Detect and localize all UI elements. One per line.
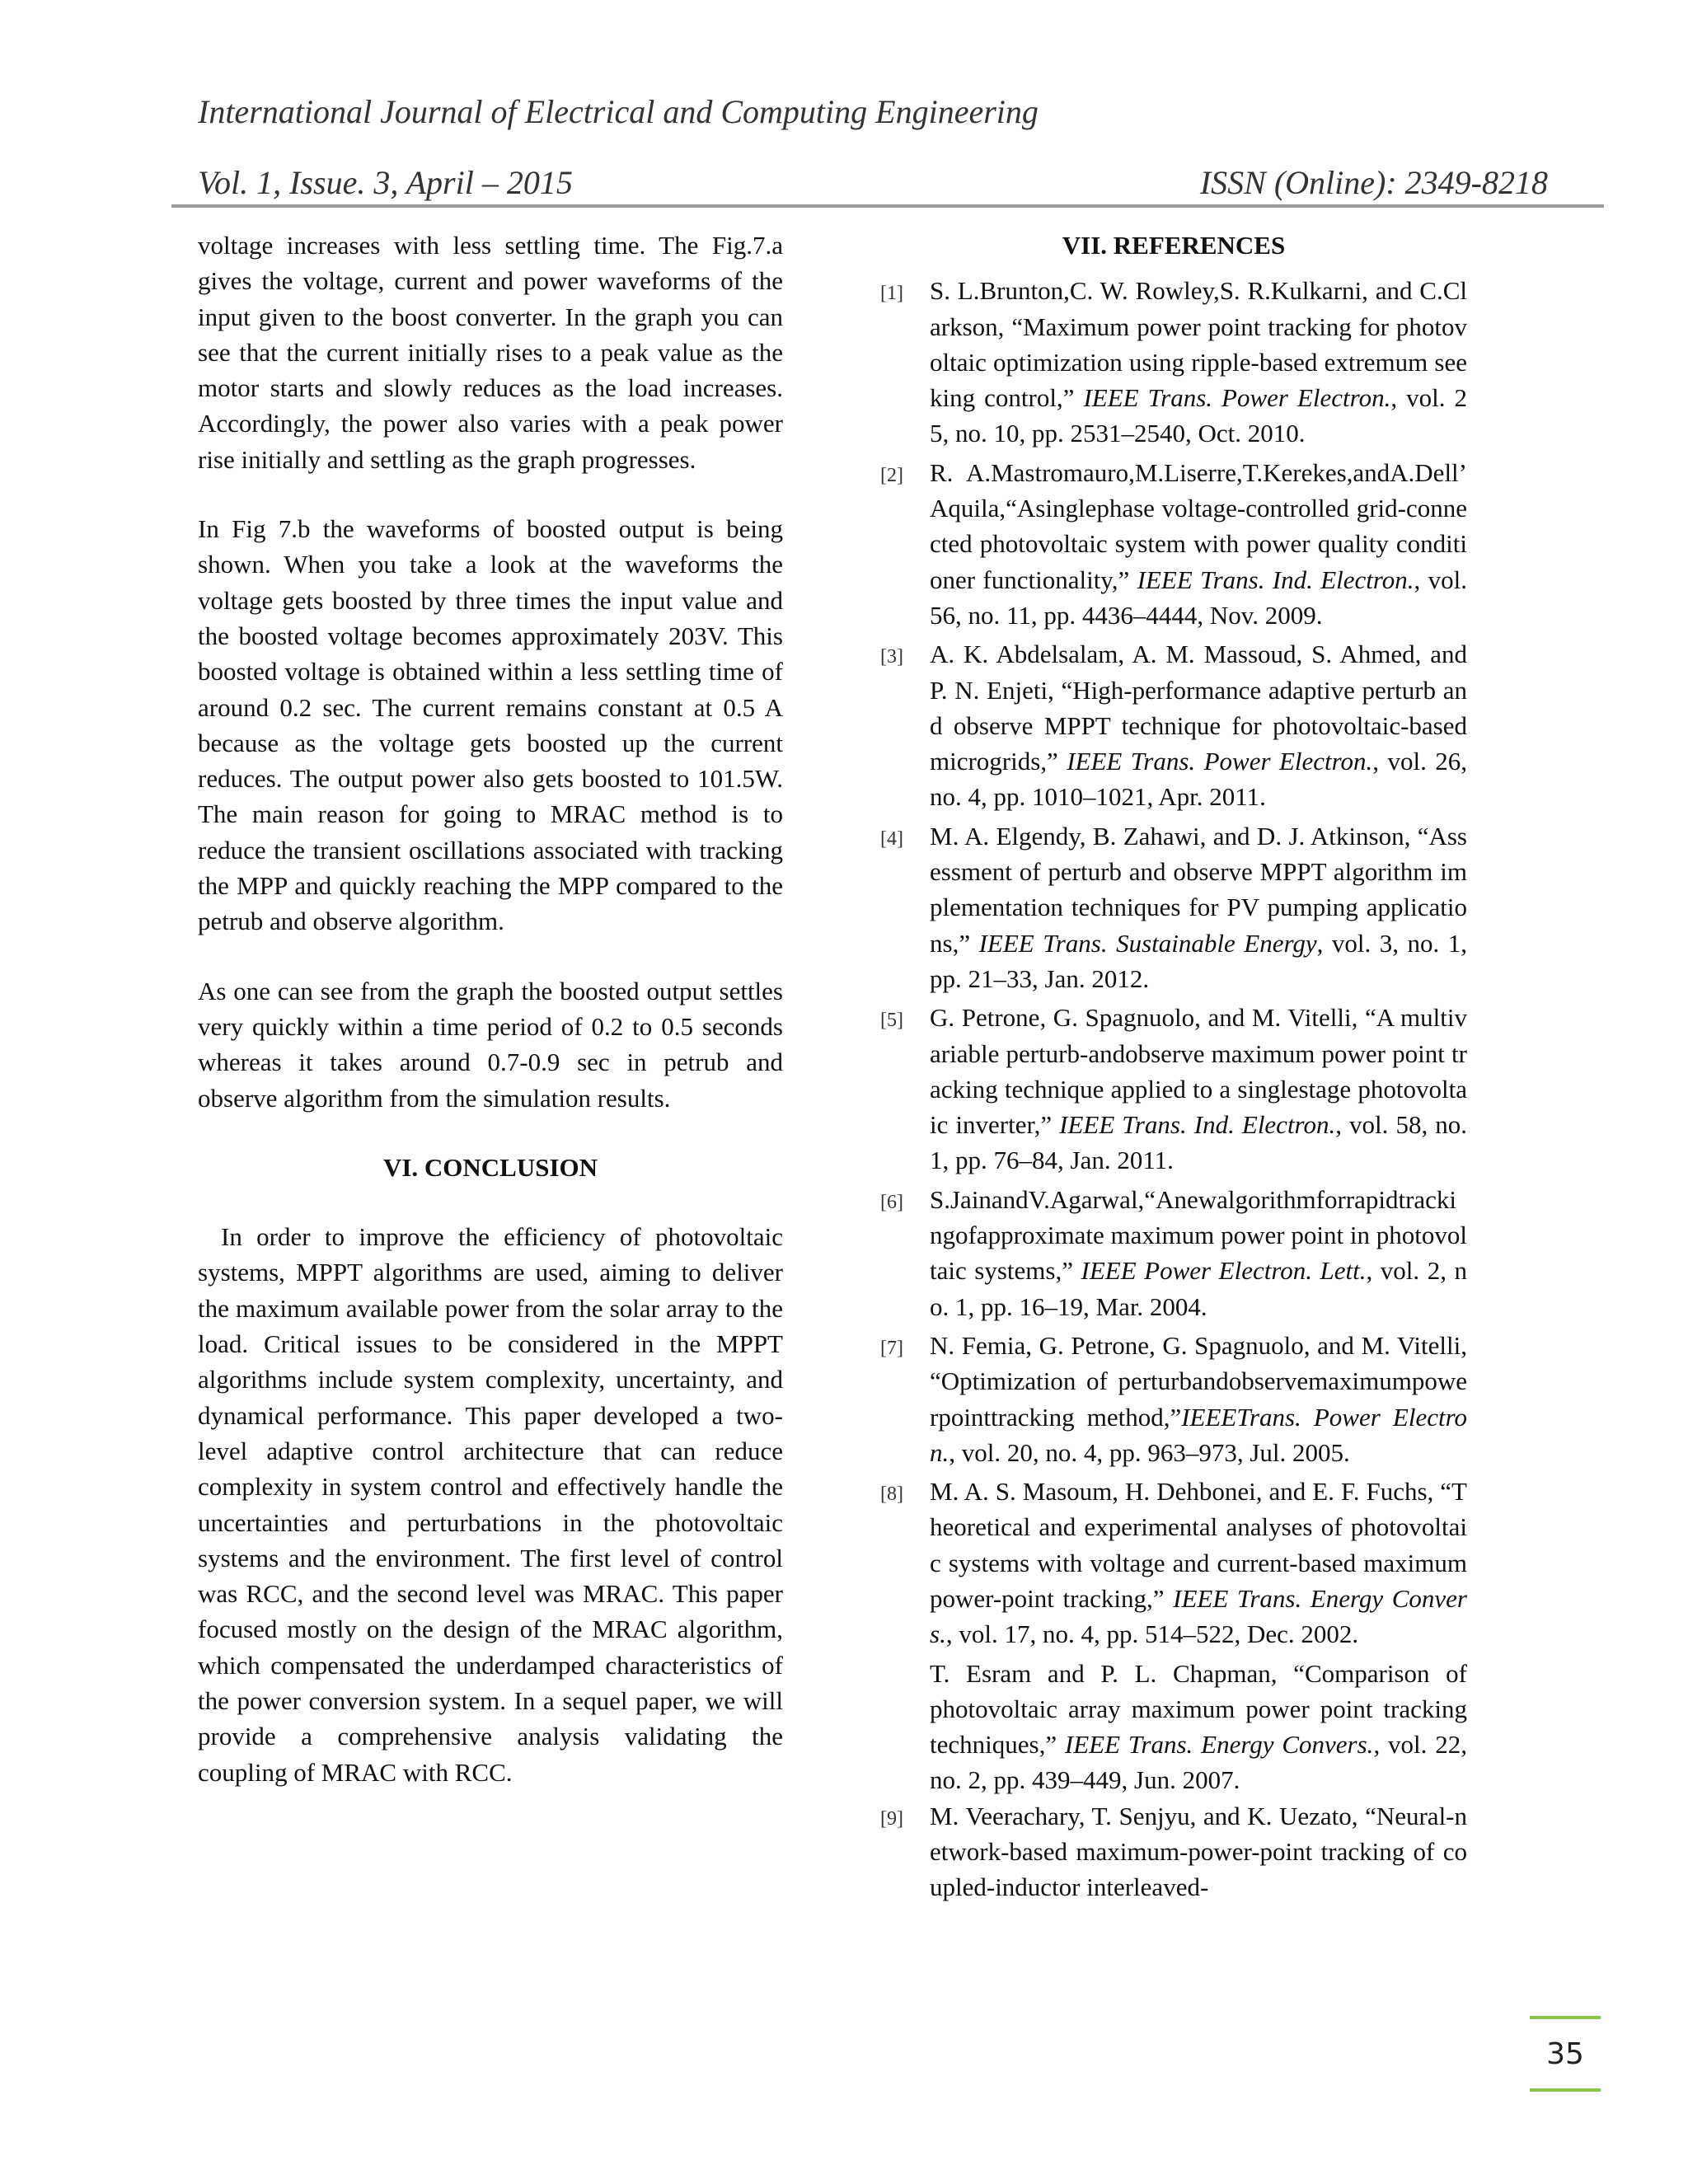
conclusion-heading: VI. CONCLUSION (382, 1152, 598, 1182)
reference-text: A. K. Abdelsalam, A. M. Massoud, S. Ahmed, and P. N. Enjeti, “High-performance adaptive perturb and observe MPPT technique for photovoltaic-based microgrids,” IEEE Trans. Power Electron., vol. 26, no. 4, pp. 1010–1021, Apr. 2011. (930, 640, 1467, 812)
reference-text: M. A. Elgendy, B. Zahawi, and D. J. Atkinson, “Assessment of perturb and observe MPPT algorithm implementation techniques for PV pumping applications,” IEEE Trans. Sustainable Energy, vol. 3, no. 1, pp. 21–33, Jan. 2012. (930, 821, 1467, 993)
reference-text: R. A.Mastromauro,M.Liserre,T.Kerekes,andA.Dell’ Aquila,“Asinglephase voltage-controlled grid-connected photovoltaic system with power quality conditioner functionality,” IEEE Trans. Ind. Electron., vol. 56, no. 11, pp. 4436–4444, Nov. 2009. (930, 457, 1467, 630)
body-paragraph: As one can see from the graph the boosted output settles very quickly within a time period of 0.2 to 0.5 seconds whereas it takes around 0.7-0.9 sec in petrub and observe algorithm from the simulation results. (198, 976, 783, 1113)
reference-number: [7] (880, 1337, 903, 1359)
reference-text: G. Petrone, G. Spagnuolo, and M. Vitelli, “A multivariable perturb-andobserve maximum power point tracking technique applied to a singlestage photovoltaic inverter,” IEEE Trans. Ind. Electron., vol. 58, no. 1, pp. 76–84, Jan. 2011. (930, 1003, 1467, 1175)
reference-number: [3] (880, 646, 903, 668)
volume-issue: Vol. 1, Issue. 3, April – 2015 (198, 164, 573, 201)
reference-number: [8] (880, 1483, 903, 1506)
header-divider (171, 204, 1604, 208)
conclusion-paragraph: In order to improve the efficiency of photovoltaic systems, MPPT algorithms are used, aiming to deliver the maximum available power from the solar array to the load. Critical issues to be considered in the MPPT algorithms include system complexity, uncertainty, and dynamical performance. This paper developed a two-level adaptive control architecture that can reduce complexity in system control and effectively handle the uncertainties and perturbations in the photovoltaic systems and the environment. The first level of control was RCC, and the second level was MRAC. This paper focused mostly on the design of the MRAC algorithm, which compensated the underdamped characteristics of the power conversion system. In a sequel paper, we will provide a comprehensive analysis validating the coupling of MRAC with RCC. (198, 1222, 783, 1787)
reference-text: S.JainandV.Agarwal,“Anewalgorithmforrapidtrackingofapproximate maximum power point in photovoltaic systems,” IEEE Power Electron. Lett., vol. 2, no. 1, pp. 16–19, Mar. 2004. (930, 1184, 1467, 1321)
reference-item (880, 1474, 1467, 1652)
issn: ISSN (Online): 2349-8218 (1199, 164, 1548, 201)
reference-item-unnumbered: T. Esram and P. L. Chapman, “Comparison of photovoltaic array maximum power point tracking techniques,” IEEE Trans. Energy Convers., vol. 22, no. 2, pp. 439–449, Jun. 2007. (930, 1658, 1467, 1795)
reference-number: [9] (880, 1807, 903, 1830)
reference-text: N. Femia, G. Petrone, G. Spagnuolo, and M. Vitelli, “Optimization of perturbandobservemaximumpowerpointtracking method,”IEEETrans. Power Electron., vol. 20, no. 4, pp. 963–973, Jul. 2005. (930, 1330, 1467, 1467)
page-number: 35 (1530, 2016, 1601, 2092)
reference-item (880, 273, 1467, 451)
references-column (880, 227, 1467, 1909)
body-paragraph: voltage increases with less settling time. The Fig.7.a gives the voltage, current and power waveforms of the input given to the boost converter. In the graph you can see that the current initially rises to a peak value as the motor starts and slowly reduces as the load increases. Accordingly, the power also varies with a peak power rise initially and settling as the graph progresses. (198, 231, 783, 474)
reference-item (880, 1798, 1467, 1905)
reference-number: [5] (880, 1010, 903, 1032)
reference-item (880, 1328, 1467, 1470)
reference-item (880, 818, 1467, 996)
reference-item (880, 636, 1467, 814)
reference-item (880, 1000, 1467, 1178)
journal-title: International Journal of Electrical and Computing Engineering (198, 93, 1039, 130)
reference-number: [4] (880, 827, 903, 850)
reference-number: [2] (880, 464, 903, 486)
reference-item (880, 455, 1467, 633)
references-heading: VII. REFERENCES (1062, 231, 1286, 260)
reference-item (880, 1182, 1467, 1324)
left-column (198, 227, 783, 1824)
reference-number: [1] (880, 283, 903, 305)
reference-text: M. Veerachary, T. Senjyu, and K. Uezato, “Neural-network-based maximum-power-point tracking of coupled-inductor interleaved- (930, 1801, 1467, 1902)
reference-text: M. A. S. Masoum, H. Dehbonei, and E. F. Fuchs, “Theoretical and experimental analyses of photovoltaic systems with voltage and current-based maximum power-point tracking,” IEEE Trans. Energy Convers., vol. 17, no. 4, pp. 514–522, Dec. 2002. (930, 1477, 1467, 1649)
reference-text: S. L.Brunton,C. W. Rowley,S. R.Kulkarni, and C.Clarkson, “Maximum power point tracking for photovoltaic optimization using ripple-based extremum seeking control,” IEEE Trans. Power Electron., vol. 25, no. 10, pp. 2531–2540, Oct. 2010. (930, 276, 1467, 448)
body-paragraph: In Fig 7.b the waveforms of boosted output is being shown. When you take a look at the waveforms the voltage gets boosted by three times the input value and the boosted voltage becomes approximately 203V. This boosted voltage is obtained within a less settling time of around 0.2 sec. The current remains constant at 0.5 A because as the voltage gets boosted up the current reduces. The output power also gets boosted to 101.5W. The main reason for going to MRAC method is to reduce the transient oscillations associated with tracking the MPP and quickly reaching the MPP compared to the petrub and observe algorithm. (198, 514, 783, 936)
reference-number: [6] (880, 1191, 903, 1213)
